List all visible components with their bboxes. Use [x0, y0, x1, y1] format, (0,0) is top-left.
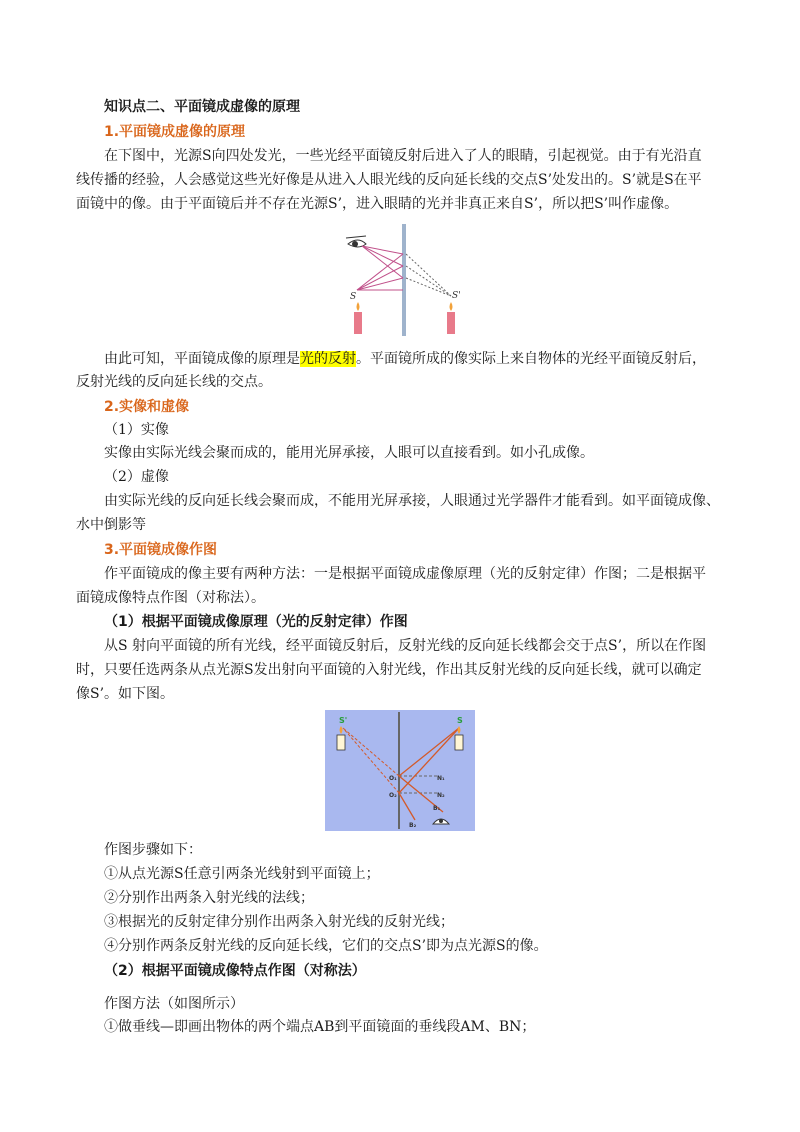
reflected-rays — [362, 246, 403, 278]
sub3-intro: 作平面镜成的像主要有两种方法：一是根据平面镜成虚像原理（光的反射定律）作图；二是根据平 — [104, 566, 706, 582]
steps-title: 作图步骤如下： — [104, 842, 202, 858]
method1-title: （1）根据平面镜成像原理（光的反射定律）作图 — [104, 614, 408, 630]
method2-step: ①做垂线—即画出物体的两个端点AB到平面镜面的垂线段AM、BN； — [104, 1019, 536, 1035]
figure2-label-n2: N₂ — [437, 792, 445, 799]
figure2-label-s-prime: S' — [339, 716, 348, 725]
conclusion-text: 由此可知，平面镜成像的原理是 — [104, 351, 300, 367]
extension-lines — [406, 254, 451, 296]
step-item: ③根据光的反射定律分别作出两条入射光线的反射光线； — [104, 914, 454, 930]
step-item: ②分别作出两条入射光线的法线； — [104, 890, 314, 906]
real-image-title: （1）实像 — [104, 422, 169, 438]
figure2-label-s: S — [457, 716, 463, 725]
figure2-label-o1: O₁ — [389, 775, 397, 782]
step-item: ④分别作两条反射光线的反向延长线，它们的交点S’即为点光源S的像。 — [104, 938, 548, 954]
conclusion-text: 。平面镜所成的像实际上来自物体的光经平面镜反射后， — [356, 351, 706, 367]
sub1-conclusion-line2: 反射光线的反向延长线的交点。 — [76, 374, 272, 390]
virtual-image-text: 水中倒影等 — [76, 517, 146, 533]
sub3-heading: 3.平面镜成像作图 — [104, 542, 218, 558]
candle-image — [447, 302, 455, 334]
plane-mirror — [402, 224, 406, 336]
candle-object — [354, 302, 362, 334]
virtual-image-title: （2）虚像 — [104, 469, 169, 485]
method1-text: 从S 射向平面镜的所有光线，经平面镜反射后，反射光线的反向延长线都会交于点S’，所以在作图 — [104, 638, 707, 654]
step-item: ①从点光源S任意引两条光线射到平面镜上； — [104, 866, 380, 882]
sub1-para-line: 面镜中的像。由于平面镜后并不存在光源S’，进入眼睛的光并非真正来自S’，所以把S’叫作虚像。 — [76, 196, 679, 212]
sub1-para-line: 在下图中，光源S向四处发光，一些光经平面镜反射后进入了人的眼睛，引起视觉。由于有光沿直 — [104, 148, 702, 164]
sub1-conclusion — [104, 349, 706, 369]
method2-title: （2）根据平面镜成像特点作图（对称法） — [104, 963, 366, 979]
figure1-label-s-prime: S' — [452, 291, 461, 301]
method1-text: 像S’。如下图。 — [76, 686, 175, 702]
method2-intro: 作图方法（如图所示） — [104, 996, 244, 1012]
mirror-reflection-figure — [330, 224, 475, 340]
sub1-heading: 1.平面镜成虚像的原理 — [104, 124, 246, 140]
real-image-text: 实像由实际光线会聚而成的，能用光屏承接，人眼可以直接看到。如小孔成像。 — [104, 445, 594, 461]
highlighted-term: 光的反射 — [300, 351, 356, 367]
figure2-label-o2: O₂ — [389, 792, 397, 799]
figure2-label-n1: N₁ — [437, 775, 445, 782]
eye-icon — [346, 236, 366, 247]
sub1-para-line: 线传播的经验，人会感觉这些光好像是从进入人眼光线的反向延长线的交点S’处发出的。S’就是S在平 — [76, 172, 702, 188]
virtual-image-text: 由实际光线的反向延长线会聚而成，不能用光屏承接，人眼通过光学器件才能看到。如平面镜成像、 — [104, 493, 720, 509]
method1-text: 时，只要任选两条从点光源S发出射向平面镜的入射光线，作出其反射光线的反向延长线，就可以确定 — [76, 662, 702, 678]
sub3-intro: 面镜成像特点作图（对称法）。 — [76, 590, 265, 606]
figure2-label-b1: B₁ — [433, 805, 441, 812]
figure1-label-s: S — [350, 292, 357, 302]
section-title: 知识点二、平面镜成虚像的原理 — [104, 99, 300, 115]
figure2-label-b2: B₂ — [409, 822, 417, 829]
ray-construction-figure — [325, 710, 475, 831]
sub2-heading: 2.实像和虚像 — [104, 399, 190, 415]
